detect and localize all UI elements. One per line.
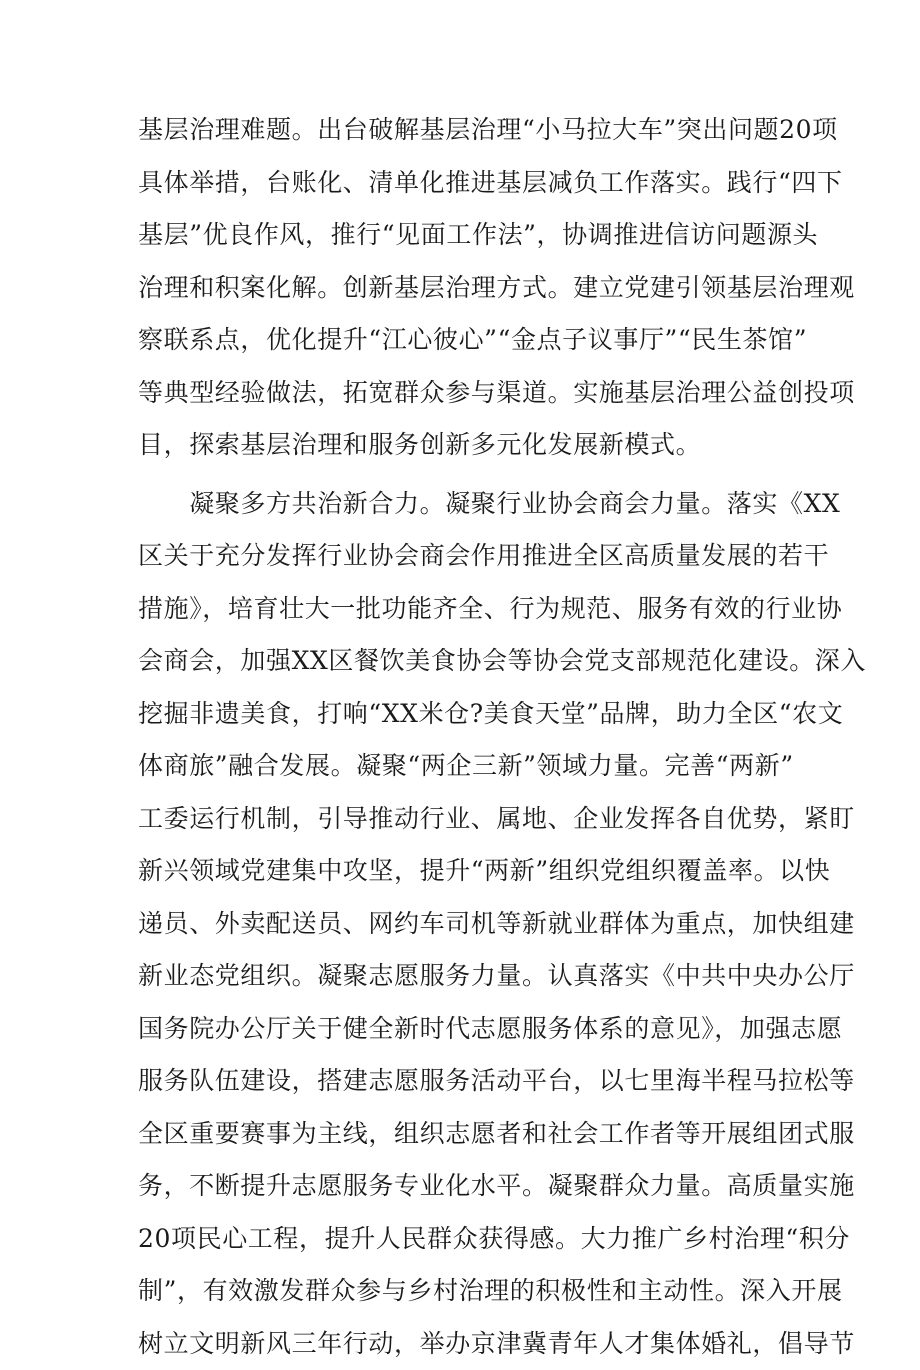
- text-line: 治理和积案化解。创新基层治理方式。建立党建引领基层治理观: [138, 262, 788, 315]
- text-line: 体商旅”融合发展。凝聚“两企三新”领域力量。完善“两新”: [138, 740, 788, 793]
- text-line: 察联系点，优化提升“江心彼心”“金点子议事厅”“民生茶馆”: [138, 314, 788, 367]
- text-line: 具体举措，台账化、清单化推进基层减负工作落实。践行“四下: [138, 157, 788, 210]
- text-line: 措施》，培育壮大一批功能齐全、行为规范、服务有效的行业协: [138, 583, 788, 636]
- text-line: 基层”优良作风，推行“见面工作法”，协调推进信访问题源头: [138, 209, 788, 262]
- text-line: 会商会，加强XX区餐饮美食协会等协会党支部规范化建设。深入: [138, 635, 788, 688]
- document-body: [138, 104, 788, 1370]
- text-line: 树立文明新风三年行动，举办京津冀青年人才集体婚礼，倡导节: [138, 1318, 788, 1370]
- text-line: 基层治理难题。出台破解基层治理“小马拉大车”突出问题20项: [138, 104, 788, 157]
- text-line: 国务院办公厅关于健全新时代志愿服务体系的意见》，加强志愿: [138, 1003, 788, 1056]
- paragraph-2: [138, 478, 788, 1370]
- text-line: 新兴领域党建集中攻坚，提升“两新”组织党组织覆盖率。以快: [138, 845, 788, 898]
- text-line: 服务队伍建设，搭建志愿服务活动平台，以七里海半程马拉松等: [138, 1055, 788, 1108]
- text-line: 全区重要赛事为主线，组织志愿者和社会工作者等开展组团式服: [138, 1108, 788, 1161]
- text-line: 等典型经验做法，拓宽群众参与渠道。实施基层治理公益创投项: [138, 367, 788, 420]
- text-line: 目，探索基层治理和服务创新多元化发展新模式。: [138, 419, 788, 472]
- text-line: 务，不断提升志愿服务专业化水平。凝聚群众力量。高质量实施: [138, 1160, 788, 1213]
- text-line: 20项民心工程，提升人民群众获得感。大力推广乡村治理“积分: [138, 1213, 788, 1266]
- text-line: 制”，有效激发群众参与乡村治理的积极性和主动性。深入开展: [138, 1265, 788, 1318]
- text-line: 挖掘非遗美食，打响“XX米仓?美食天堂”品牌，助力全区“农文: [138, 688, 788, 741]
- text-line: 新业态党组织。凝聚志愿服务力量。认真落实《中共中央办公厅: [138, 950, 788, 1003]
- text-line: 工委运行机制，引导推动行业、属地、企业发挥各自优势，紧盯: [138, 793, 788, 846]
- text-line: 区关于充分发挥行业协会商会作用推进全区高质量发展的若干: [138, 530, 788, 583]
- text-line: 递员、外卖配送员、网约车司机等新就业群体为重点，加快组建: [138, 898, 788, 951]
- text-line: 凝聚多方共治新合力。凝聚行业协会商会力量。落实《XX: [138, 478, 788, 531]
- paragraph-1: [138, 104, 788, 472]
